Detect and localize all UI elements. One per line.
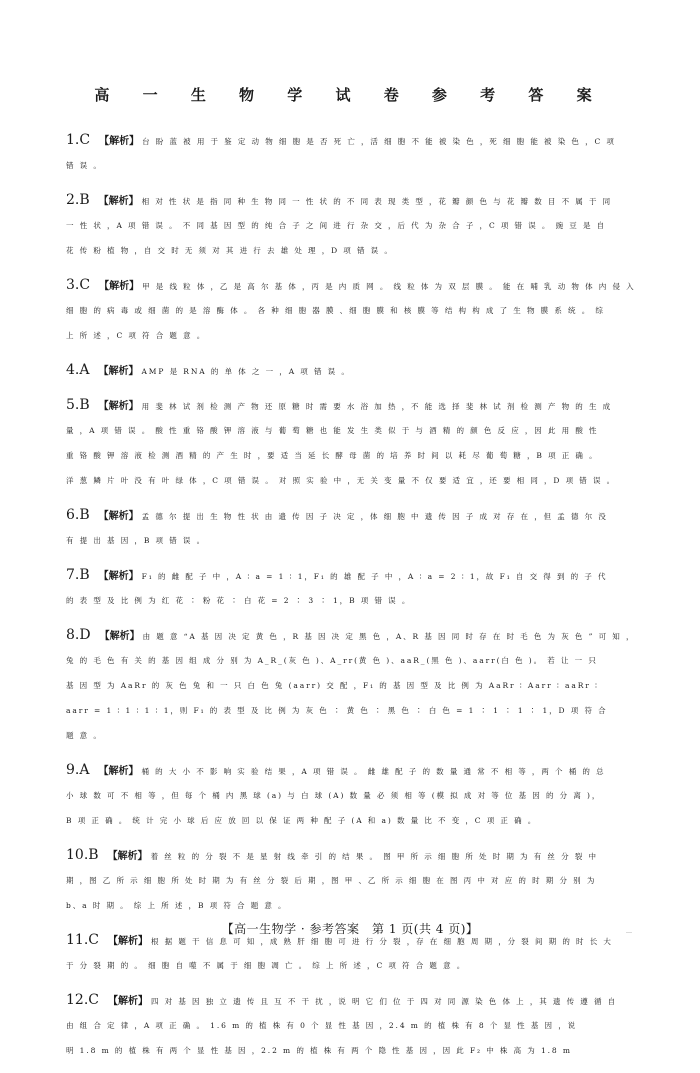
answer-line <box>66 623 640 648</box>
answer-text: 花 传 粉 植 物 ，自 交 时 无 须 对 其 进 行 去 雄 处 理 ，D 项 错 误 。 <box>66 246 394 255</box>
answer-line <box>66 698 640 723</box>
answer-line <box>66 563 640 588</box>
answer-line <box>66 723 640 748</box>
answer-item <box>66 988 640 1063</box>
answer-line <box>66 1038 640 1063</box>
analysis-tag: 【解析】 <box>98 571 139 582</box>
answer-text: 基 因 型 为 AaRr 的 灰 色 兔 和 一 只 白 色 兔 (aarr) 交 配 ，F₁ 的 基 因 型 及 比 例 为 AaRr ∶ Aarr ∶ aaRr ∶ <box>66 681 599 690</box>
answer-item <box>66 393 640 493</box>
answer-item <box>66 758 640 833</box>
analysis-tag: 【解析】 <box>107 851 148 862</box>
answer-line <box>66 213 640 238</box>
answer-line <box>66 843 640 868</box>
answer-text: 题 意 。 <box>66 731 103 740</box>
answer-text: B 项 正 确 。 统 计 完 小 球 后 应 放 回 以 保 证 两 种 配 子 (A 和 a) 数 量 比 不 变 ，C 项 正 确 。 <box>66 816 538 825</box>
answer-text: 有 提 出 基 因 ，B 项 错 误 。 <box>66 536 206 545</box>
question-number: 9.A <box>66 762 90 778</box>
answer-text: 根 据 题 干 信 息 可 知 ，成 熟 肝 细 胞 可 进 行 分 裂 ，存 在 细 胞 周 期 ，分 裂 间 期 的 时 长 大 <box>150 937 613 946</box>
answer-text: 相 对 性 状 是 指 同 种 生 物 同 一 性 状 的 不 同 表 现 类 型 ，花 瓣 颜 色 与 花 瓣 数 目 不 属 于 同 <box>141 197 613 206</box>
answer-item <box>66 563 640 613</box>
answer-text: 桶 的 大 小 不 影 响 实 验 结 果 ，A 项 错 误 。 雌 雄 配 子 的 数 量 通 常 不 相 等 ，两 个 桶 的 总 <box>141 767 606 776</box>
question-number: 12.C <box>66 992 99 1008</box>
page-footer: 【高一生物学 · 参考答案 第 1 页(共 4 页)】 <box>221 922 479 936</box>
answer-item <box>66 358 640 383</box>
answer-text: 细 胞 的 病 毒 或 细 菌 的 是 溶 酶 体 。 各 种 细 胞 器 膜 、细 胞 膜 和 核 膜 等 结 构 构 成 了 生 物 膜 系 统 。 综 <box>66 306 605 315</box>
answer-line <box>66 783 640 808</box>
answer-line <box>66 588 640 613</box>
answer-text: 明 1.8 m 的 植 株 有 两 个 显 性 基 因 ，2.2 m 的 植 株 有 两 个 隐 性 基 因 ，因 此 F₂ 中 株 高 为 1.8 m <box>66 1046 572 1055</box>
question-number: 7.B <box>66 567 90 583</box>
answer-text: 小 球 数 可 不 相 等 ，但 每 个 桶 内 黑 球 (a) 与 白 球 (A) 数 量 必 须 相 等 (模 拟 成 对 等 位 基 因 的 分 离 )， <box>66 791 602 800</box>
answer-line <box>66 808 640 833</box>
analysis-tag: 【解析】 <box>98 366 139 377</box>
analysis-tag: 【解析】 <box>98 196 139 207</box>
answer-text: 的 表 型 及 比 例 为 红 花 ∶ 粉 花 ∶ 白 花 = 2 ∶ 3 ∶ 1，B 项 错 误 。 <box>66 596 412 605</box>
answer-item <box>66 128 640 178</box>
answer-line <box>66 673 640 698</box>
analysis-tag: 【解析】 <box>99 631 140 642</box>
answer-text: 量 ，A 项 错 误 。 酸 性 重 铬 酸 钾 溶 液 与 葡 萄 糖 也 能 发 生 类 似 于 与 酒 精 的 颜 色 反 应 ，因 此 用 酸 性 <box>66 426 599 435</box>
answer-line <box>66 648 640 673</box>
analysis-tag: 【解析】 <box>98 766 139 777</box>
answer-line <box>66 953 640 978</box>
answer-text: 甲 是 线 粒 体 ，乙 是 高 尔 基 体 ，丙 是 内 质 网 。 线 粒 体 为 双 层 膜 。 能 在 哺 乳 动 物 体 内 侵 入 <box>142 282 636 291</box>
answer-line <box>66 868 640 893</box>
answer-text: 兔 的 毛 色 有 关 的 基 因 组 成 分 别 为 A_R_(灰 色 )、A_rr(黄 色 )、aaR_(黑 色 )、aarr(白 色 )。 若 让 一 只 <box>66 656 598 665</box>
answer-line <box>66 273 640 298</box>
answer-line <box>66 443 640 468</box>
answer-line <box>66 238 640 263</box>
answer-text: 用 斐 林 试 剂 检 测 产 物 还 原 糖 时 需 要 水 浴 加 热 ，不 能 选 择 斐 林 试 剂 检 测 产 物 的 生 成 <box>141 402 613 411</box>
answer-line <box>66 468 640 493</box>
answer-line <box>66 323 640 348</box>
question-number: 6.B <box>66 507 90 523</box>
answer-line <box>66 418 640 443</box>
answer-item <box>66 843 640 918</box>
analysis-tag: 【解析】 <box>99 136 140 147</box>
answer-text: AMP 是 RNA 的 单 体 之 一 ，A 项 错 误 。 <box>141 367 351 376</box>
question-number: 10.B <box>66 847 99 863</box>
answer-line <box>66 528 640 553</box>
answer-line <box>66 988 640 1013</box>
answer-item <box>66 503 640 553</box>
answer-line <box>66 1013 640 1038</box>
answer-text: 洋 葱 鳞 片 叶 没 有 叶 绿 体 ，C 项 错 误 。 对 照 实 验 中 ，无 关 变 量 不 仅 要 适 宜 ，还 要 相 同 ，D 项 错 误 。 <box>66 476 617 485</box>
answer-text: b、a 时 期 。 综 上 所 述 ，B 项 符 合 题 意 。 <box>66 901 288 910</box>
answer-text: 四 对 基 因 独 立 遗 传 且 互 不 干 扰 ，说 明 它 们 位 于 四 对 同 源 染 色 体 上 ，其 遗 传 遵 循 自 <box>150 997 618 1006</box>
answer-text: 上 所 述 ，C 项 符 合 题 意 。 <box>66 331 207 340</box>
answer-text: 错 误 。 <box>66 161 103 170</box>
answer-line <box>66 298 640 323</box>
answer-text: 于 分 裂 期 的 。 细 胞 自 噬 不 属 于 细 胞 凋 亡 。 综 上 所 述 ，C 项 符 合 题 意 。 <box>66 961 467 970</box>
answer-text: 由 题 意 “A 基 因 决 定 黄 色 ，R 基 因 决 定 黑 色 ，A、R 基 因 同 时 存 在 时 毛 色 为 灰 色 ” 可 知 ， <box>142 632 636 641</box>
answer-text: F₁ 的 雌 配 子 中 ，A ∶ a = 1 ∶ 1，F₁ 的 雄 配 子 中 ，A ∶ a = 2 ∶ 1，故 F₁ 自 交 得 到 的 子 代 <box>141 572 608 581</box>
answer-text: aarr = 1 ∶ 1 ∶ 1 ∶ 1，则 F₁ 的 表 型 及 比 例 为 灰 色 ∶ 黄 色 ∶ 黑 色 ∶ 白 色 = 1 ∶ 1 ∶ 1 ∶ 1，D 项 符 合 <box>66 706 608 715</box>
answer-line <box>66 393 640 418</box>
page-title: 高 一 生 物 学 试 卷 参 考 答 案 <box>94 86 606 104</box>
answer-text: 一 性 状 ，A 项 错 误 。 不 同 基 因 型 的 纯 合 子 之 间 进 行 杂 交 ，后 代 为 杂 合 子 ，C 项 错 误 。 豌 豆 是 自 <box>66 221 607 230</box>
question-number: 2.B <box>66 192 90 208</box>
answer-line <box>66 128 640 153</box>
question-number: 1.C <box>66 132 91 148</box>
answer-line <box>66 893 640 918</box>
analysis-tag: 【解析】 <box>98 511 139 522</box>
answer-text: 着 丝 粒 的 分 裂 不 是 星 射 线 牵 引 的 结 果 。 图 甲 所 示 细 胞 所 处 时 期 为 有 丝 分 裂 中 <box>150 852 598 861</box>
answer-line <box>66 188 640 213</box>
answer-text: 由 组 合 定 律 ，A 项 正 确 。 1.6 m 的 植 株 有 0 个 显 性 基 因 ，2.4 m 的 植 株 有 8 个 显 性 基 因 ，说 <box>66 1021 577 1030</box>
answer-text: 孟 德 尔 提 出 生 物 性 状 由 遗 传 因 子 决 定 ，体 细 胞 中 遗 传 因 子 成 对 存 在 ，但 孟 德 尔 没 <box>141 512 608 521</box>
answer-text: 期 ，图 乙 所 示 细 胞 所 处 时 期 为 有 丝 分 裂 后 期 ，图 甲 、乙 所 示 细 胞 在 图 丙 中 对 应 的 时 期 分 别 为 <box>66 876 597 885</box>
analysis-tag: 【解析】 <box>107 996 148 1007</box>
analysis-tag: 【解析】 <box>107 936 148 947</box>
answer-line <box>66 503 640 528</box>
answer-line <box>66 153 640 178</box>
answer-line <box>66 758 640 783</box>
question-number: 5.B <box>66 397 90 413</box>
answer-text: 重 铬 酸 钾 溶 液 检 测 酒 精 的 产 生 时 ，要 适 当 延 长 酵 母 菌 的 培 养 时 间 以 耗 尽 葡 萄 糖 ，B 项 正 确 。 <box>66 451 599 460</box>
question-number: 3.C <box>66 277 91 293</box>
analysis-tag: 【解析】 <box>99 281 140 292</box>
corner-mark: … <box>626 928 632 935</box>
question-number: 11.C <box>66 932 99 948</box>
answer-item <box>66 188 640 263</box>
answer-item <box>66 273 640 348</box>
answer-line <box>66 358 640 383</box>
question-number: 4.A <box>66 362 90 378</box>
answer-item <box>66 623 640 748</box>
question-number: 8.D <box>66 627 91 643</box>
answer-text: 台 盼 蓝 被 用 于 鉴 定 动 物 细 胞 是 否 死 亡 ，活 细 胞 不 能 被 染 色 ，死 细 胞 能 被 染 色 ，C 项 <box>142 137 616 146</box>
analysis-tag: 【解析】 <box>98 401 139 412</box>
